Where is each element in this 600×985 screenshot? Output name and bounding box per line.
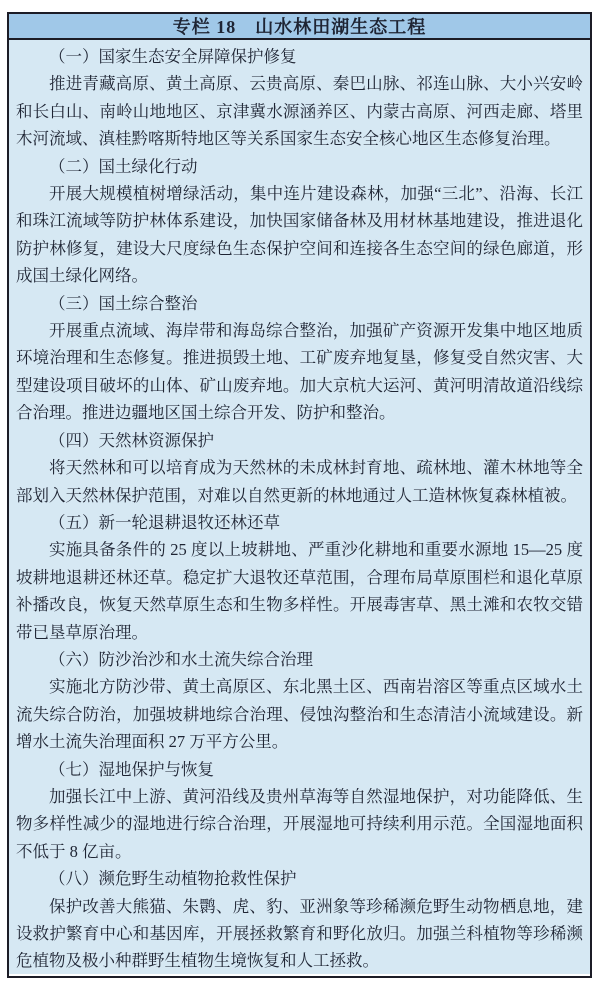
section-3 (16, 290, 583, 427)
column-body (9, 40, 590, 974)
section-3-paragraph: 开展重点流域、海岸带和海岛综合整治，加强矿产资源开发集中地区地质环境治理和生态修复。推进损毁土地、工矿废弃地复垦，修复受自然灾害、大型建设项目破坏的山体、矿山废弃地。加大京杭大运河、黄河明清故道沿线综合治理。推进边疆地区国土综合开发、防护和整治。 (16, 321, 583, 423)
section-5-heading: （五）新一轮退耕退牧还林还草 (49, 512, 280, 532)
section-2-heading: （二）国土绿化行动 (49, 156, 198, 176)
section-4-heading: （四）天然林资源保护 (49, 430, 214, 450)
section-6 (16, 646, 583, 756)
column-header (9, 14, 590, 40)
section-4 (16, 427, 583, 509)
section-4-paragraph: 将天然林和可以培育成为天然林的未成林封育地、疏林地、灌木林地等全部划入天然林保护范围，对难以自然更新的林地通过人工造林恢复森林植被。 (16, 458, 583, 505)
section-6-heading: （六）防沙治沙和水土流失综合治理 (49, 649, 313, 669)
section-7-paragraph: 加强长江中上游、黄河沿线及贵州草海等自然湿地保护，对功能降低、生物多样性减少的湿地进行综合治理，开展湿地可持续利用示范。全国湿地面积不低于 8 亿亩。 (16, 786, 583, 861)
section-1-heading: （一）国家生态安全屏障保护修复 (49, 47, 297, 66)
section-2-paragraph: 开展大规模植树增绿活动，集中连片建设森林，加强“三北”、沿海、长江和珠江流域等防护林体系建设，加快国家储备林及用材林基地建设，推进退化防护林修复，建设大尺度绿色生态保护空间和连接各生态空间的绿色廊道，形成国土绿化网络。 (16, 184, 583, 286)
section-8-paragraph: 保护改善大熊猫、朱鹮、虎、豹、亚洲象等珍稀濒危野生动物栖息地，建设救护繁育中心和基因库，开展拯救繁育和野化放归。加强兰科植物等珍稀濒危植物及极小种群野生植物生境恢复和人工拯救。 (16, 896, 583, 971)
section-8 (16, 865, 583, 974)
section-6-paragraph: 实施北方防沙带、黄土高原区、东北黑土区、西南岩溶区等重点区域水土流失综合防治，加强坡耕地综合治理、侵蚀沟整治和生态清洁小流域建设。新增水土流失治理面积 27 万平方公里。 (16, 677, 583, 752)
section-1 (16, 43, 583, 153)
section-5 (16, 509, 583, 646)
section-8-heading: （八）濒危野生动植物抢救性保护 (49, 869, 297, 889)
column-18-box (7, 12, 592, 978)
section-1-paragraph: 推进青藏高原、黄土高原、云贵高原、秦巴山脉、祁连山脉、大小兴安岭和长白山、南岭山地地区、京津冀水源涵养区、内蒙古高原、河西走廊、塔里木河流域、滇桂黔喀斯特地区等关系国家生态安全核心地区生态修复治理。 (16, 74, 583, 149)
column-title: 专栏 18 山水林田湖生态工程 (172, 17, 427, 37)
section-7-heading: （七）湿地保护与恢复 (49, 759, 214, 779)
section-2 (16, 153, 583, 290)
section-7 (16, 756, 583, 866)
section-3-heading: （三）国土综合整治 (49, 293, 198, 313)
section-5-paragraph: 实施具备条件的 25 度以上坡耕地、严重沙化耕地和重要水源地 15—25 度坡耕地退耕还林还草。稳定扩大退牧还草范围，合理布局草原围栏和退化草原补播改良，恢复天然草原生态和生物多样性。开展毒害草、黑土滩和农牧交错带已垦草原治理。 (16, 540, 583, 642)
